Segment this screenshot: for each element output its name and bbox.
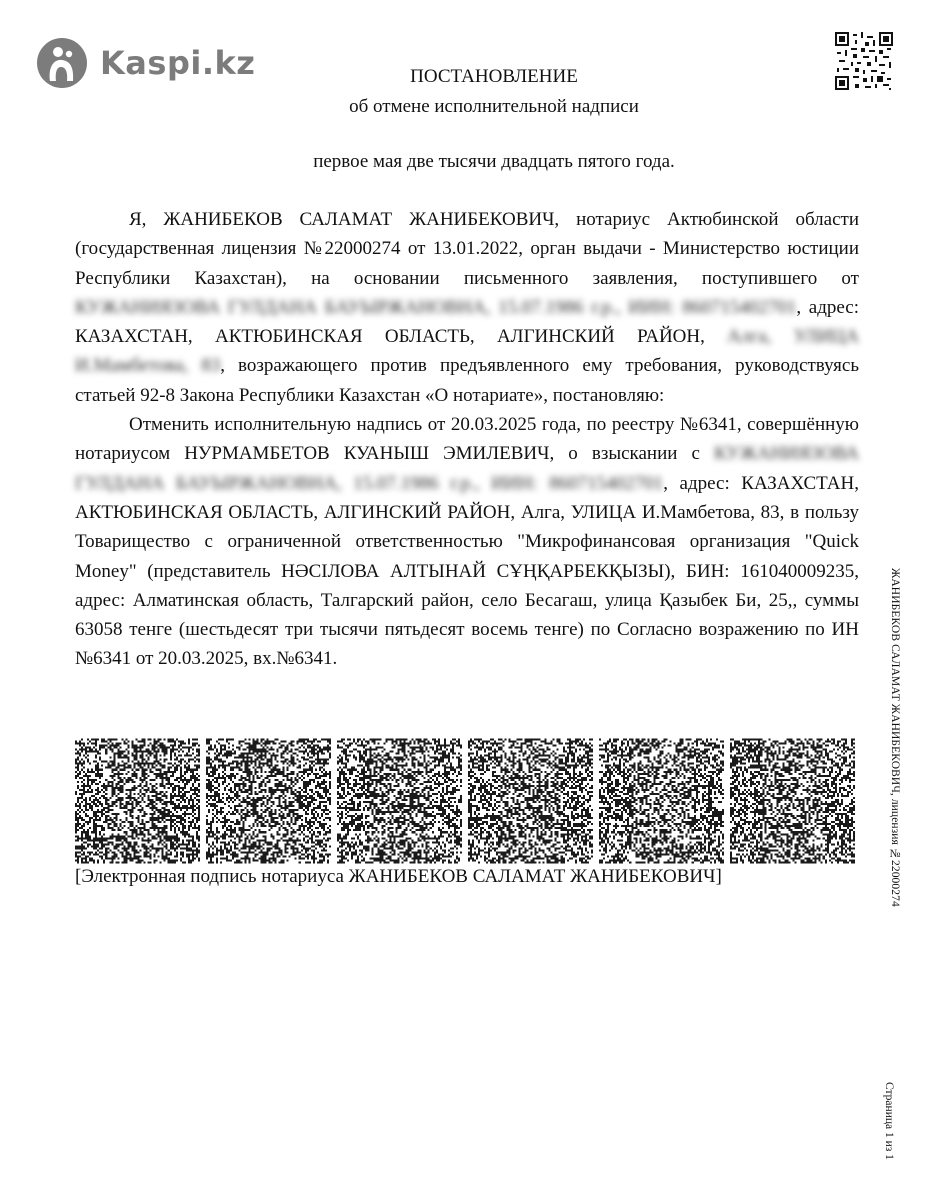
page-number: Страница 1 из 1 xyxy=(883,1082,895,1160)
redacted-debtor-address: Алга, УЛИЦА И.Мамбетова, 83 xyxy=(75,326,859,377)
data-matrix-code-icon xyxy=(730,738,855,864)
paragraph-resolution xyxy=(75,410,859,674)
paragraph-intro: Я, ЖАНИБЕКОВ САЛАМАТ ЖАНИБЕКОВИЧ, нотариус Актюбинской области (государственная лицензия №22000274 от 13.01.2022, орган выдачи - Министерство юстиции Республики Казахстан), на основании письменного заявления, поступившего от xyxy=(75,209,859,289)
document-subtitle: об отмене исполнительной надписи xyxy=(349,96,639,117)
data-matrix-code-icon xyxy=(75,738,200,864)
paragraph-tail: , возражающего против предъявленного ему требования, руководствуясь статьей 92-8 Закона Республики Казахстан «О нотариате», постановляю: xyxy=(75,355,859,406)
debtor-address-start: , адрес: КАЗАХСТАН, АКТЮБИНСКАЯ ОБЛАСТЬ, АЛГИНСКИЙ РАЙОН, xyxy=(75,296,860,348)
redacted-debtor-name-2: КУЖАНИЯЗОВА ГУЛДАНА БАУЫРЖАНОВНА, 15.07.1986 г.р., ИИН: 860715402701 xyxy=(75,443,859,494)
data-matrix-code-icon xyxy=(206,738,331,864)
document-body xyxy=(75,205,859,674)
signature-caption: [Электронная подпись нотариуса ЖАНИБЕКОВ САЛАМАТ ЖАНИБЕКОВИЧ] xyxy=(75,866,722,887)
document-date: первое мая две тысячи двадцать пятого года. xyxy=(313,151,675,172)
margin-notary-license: ЖАНИБЕКОВ САЛАМАТ ЖАНИБЕКОВИЧ, лицензия №22000274 xyxy=(889,568,901,907)
document-title: ПОСТАНОВЛЕНИЕ xyxy=(410,66,578,87)
data-matrix-code-icon xyxy=(337,738,462,864)
resolution-rest: , адрес: КАЗАХСТАН, АКТЮБИНСКАЯ ОБЛАСТЬ, АЛГИНСКИЙ РАЙОН, Алга, УЛИЦА И.Мамбетова, 83, в пользу Товарищество с ограниченной ответственностью "Микрофинансовая организация "Quick Money" (представитель НӘСІЛОВА АЛТЫНАЙ СҰҢҚАРБЕКҚЫЗЫ), БИН: 161040009235, адрес: Алматинская область, Талгарский район, село Бесагаш, улица Қазыбек Би, 25,, суммы 63058 тенге (шестьдесят три тысячи пятьдесят восемь тенге) по Согласно возражению по ИН №6341 от 20.03.2025, вх.№6341. xyxy=(75,472,859,670)
logo-text: Kaspi.kz xyxy=(100,44,256,82)
resolution-start: Отменить исполнительную надпись от 20.03.2025 года, по реестру №6341, совершённую нотариусом НУРМАМБЕТОВ КУАНЫШ ЭМИЛЕВИЧ, о взыскании с xyxy=(75,414,859,465)
redacted-debtor-name: КУЖАНИЯЗОВА ГУЛДАНА БАУЫРЖАНОВНА, 15.07.1986 г.р., ИИН: 860715402701 xyxy=(75,296,797,318)
data-matrix-code-icon xyxy=(599,738,724,864)
data-matrix-code-icon xyxy=(468,738,593,864)
paragraph-application xyxy=(75,205,859,410)
electronic-signature-codes xyxy=(75,738,855,864)
